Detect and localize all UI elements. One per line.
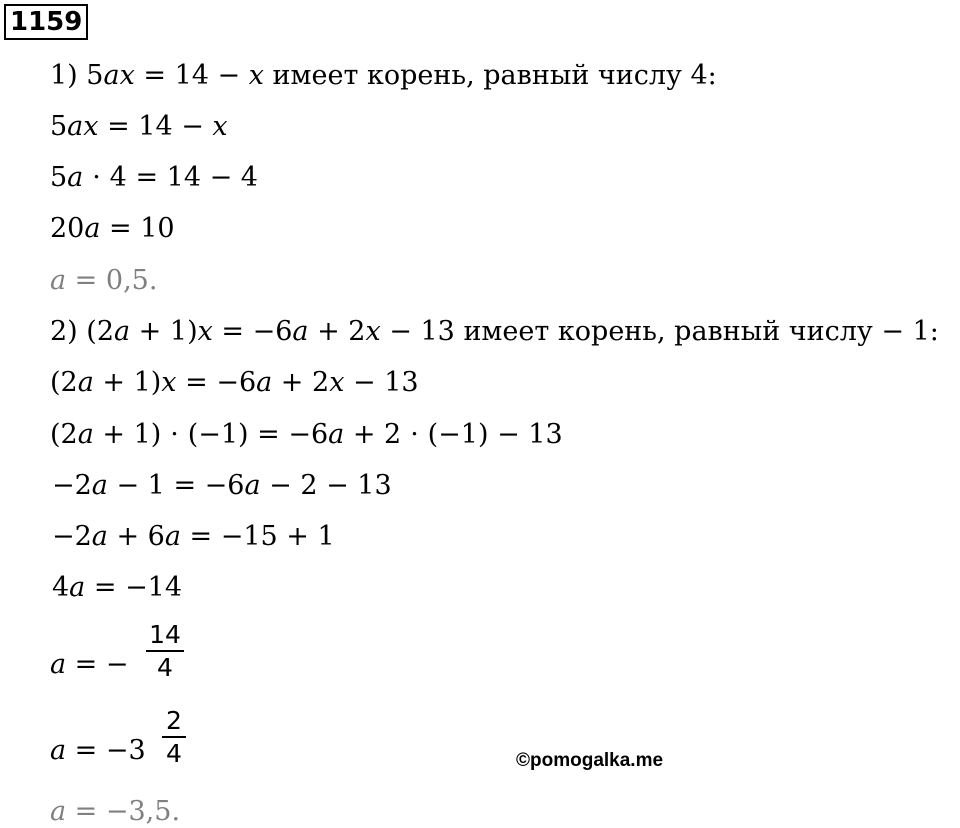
mixed-numerator: 2	[166, 706, 182, 735]
part2-step-5: 4𝑎 = −14	[52, 572, 183, 603]
mixed-denominator: 4	[166, 739, 182, 768]
mixed-fraction-bar	[162, 736, 186, 738]
problem-number: 1159	[4, 4, 88, 40]
part2-step-4: −2𝑎 + 6𝑎 = −15 + 1	[52, 521, 335, 552]
watermark: ©pomogalka.me	[516, 750, 664, 771]
mixed-prefix: 𝑎 = −3	[50, 735, 146, 766]
part2-step-3: −2𝑎 − 1 = −6𝑎 − 2 − 13	[52, 470, 392, 501]
part1-step-1: 5𝑎𝑥 = 14 − 𝑥	[50, 111, 228, 142]
part2-mixed-step	[50, 708, 250, 782]
part2-step-2: (2𝑎 + 1) ⋅ (−1) = −6𝑎 + 2 ⋅ (−1) − 13	[50, 419, 563, 450]
part1-answer: 𝑎 = 0,5.	[50, 265, 158, 296]
part1-heading: 1) 5𝑎𝑥 = 14 − 𝑥 имеет корень, равный числу 4:	[50, 60, 717, 91]
fraction-bar	[146, 650, 184, 652]
part2-fraction-step	[50, 622, 250, 696]
part2-heading: 2) (2𝑎 + 1)𝑥 = −6𝑎 + 2𝑥 − 13 имеет корень, равный числу − 1:	[50, 316, 939, 347]
fraction-denominator: 4	[157, 653, 173, 682]
fraction	[146, 622, 184, 680]
fraction-prefix: 𝑎 = −	[50, 649, 129, 680]
fraction-numerator: 14	[149, 620, 181, 649]
mixed-fraction	[162, 708, 186, 766]
part1-step-2: 5𝑎 ⋅ 4 = 14 − 4	[50, 162, 258, 193]
part1-step-3: 20𝑎 = 10	[50, 213, 175, 244]
part2-answer: 𝑎 = −3,5.	[50, 796, 181, 827]
part2-step-1: (2𝑎 + 1)𝑥 = −6𝑎 + 2𝑥 − 13	[50, 367, 419, 398]
